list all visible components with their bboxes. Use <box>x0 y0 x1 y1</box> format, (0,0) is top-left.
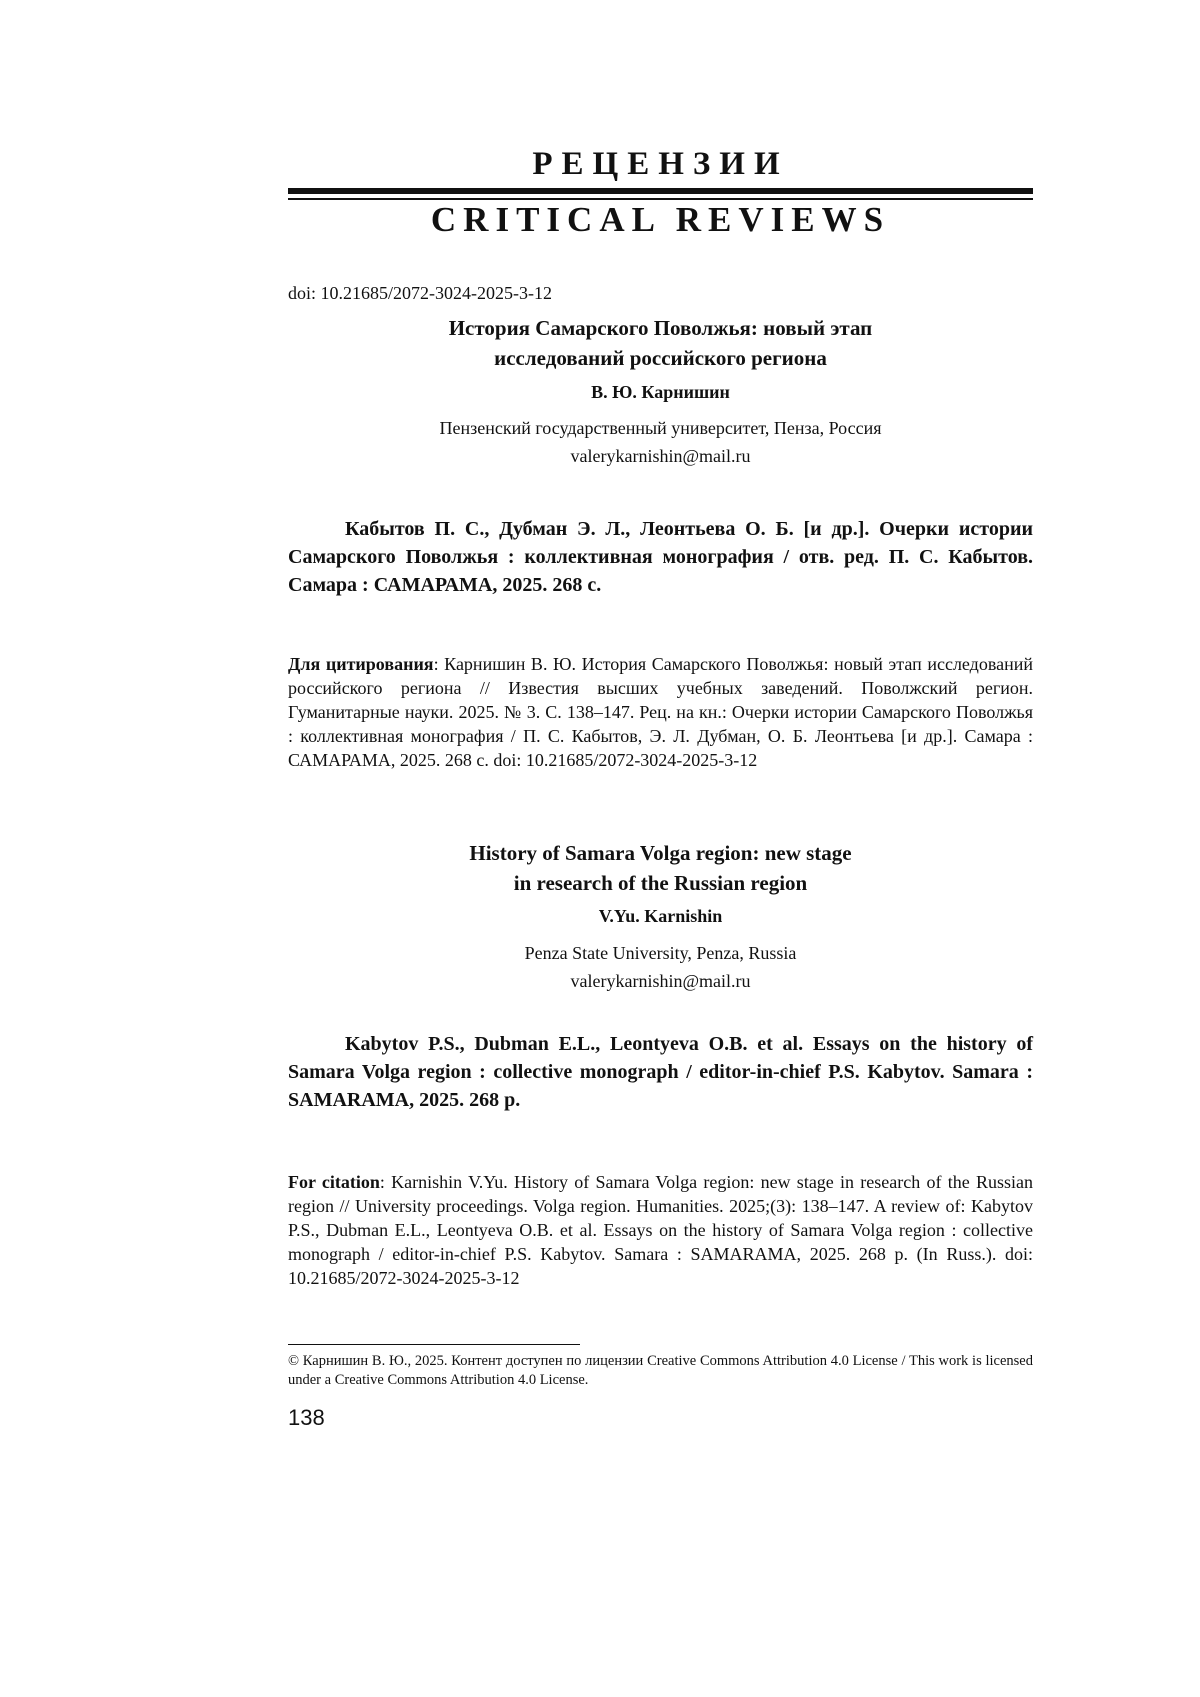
ru-title <box>288 313 1033 373</box>
ru-reviewed-book: Кабытов П. С., Дубман Э. Л., Леонтьева О. Б. [и др.]. Очерки истории Самарского Поволжья : коллективная монография / отв. ред. П. С. Кабытов. Самара : САМАРАМА, 2025. 268 с. <box>288 518 1033 596</box>
en-title-line-2: in research of the Russian region <box>513 871 808 895</box>
en-citation-label: For citation <box>288 1172 380 1192</box>
en-citation-text: : Karnishin V.Yu. History of Samara Volga region: new stage in research of the Russian region // University proceedings. Volga region. Humanities. 2025;(3): 138–147. A review of: Kabytov P.S., Dubman E.L., Leontyeva O.B. et al. Essays on the history of Samara Volga region : collective monograph / editor-in-chief P.S. Kabytov. Samara : SAMARAMA, 2025. 268 p. (In Russ.). doi: 10.21685/2072-3024-2025-3-12 <box>288 1172 1033 1288</box>
ru-citation-text: : Карнишин В. Ю. История Самарского Поволжья: новый этап исследований российского региона // Известия высших учебных заведений. Поволжский регион. Гуманитарные науки. 2025. № 3. С. 138–147. Рец. на кн.: Очерки истории Самарского Поволжья : коллективная монография / П. С. Кабытов, Э. Л. Дубман, О. Б. Леонтьева [и др.]. Самара : САМАРАМА, 2025. 268 с. doi: 10.21685/2072-3024-2025-3-12 <box>288 654 1033 770</box>
ru-author: В. Ю. Карнишин <box>591 382 730 402</box>
en-title <box>288 838 1033 898</box>
ru-title-line-1: История Самарского Поволжья: новый этап <box>448 316 873 340</box>
en-affiliation: Penza State University, Penza, Russia <box>524 943 797 963</box>
ru-citation <box>288 652 1033 772</box>
ru-affiliation: Пензенский государственный университет, Пенза, Россия <box>439 418 882 438</box>
doi-line[interactable]: doi: 10.21685/2072-3024-2025-3-12 <box>288 283 552 303</box>
heading-rule-thick <box>288 188 1033 194</box>
ru-title-line-2: исследований российского региона <box>494 346 827 370</box>
section-heading-en: CRITICAL REVIEWS <box>430 200 891 239</box>
en-email[interactable]: valerykarnishin@mail.ru <box>570 971 751 991</box>
en-citation <box>288 1170 1033 1290</box>
section-heading-ru: РЕЦЕНЗИИ <box>532 146 789 182</box>
en-author: V.Yu. Karnishin <box>598 906 723 926</box>
en-title-line-1: History of Samara Volga region: new stage <box>469 841 852 865</box>
page-number: 138 <box>288 1405 325 1430</box>
ru-email[interactable]: valerykarnishin@mail.ru <box>570 446 751 466</box>
license-footnote: © Карнишин В. Ю., 2025. Контент доступен по лицензии Creative Commons Attribution 4.0 License / This work is licensed under a Creative Commons Attribution 4.0 License. <box>288 1353 1033 1388</box>
en-reviewed-book: Kabytov P.S., Dubman E.L., Leontyeva O.B. et al. Essays on the history of Samara Volga region : collective monograph / editor-in-chief P.S. Kabytov. Samara : SAMARAMA, 2025. 268 p. <box>288 1033 1033 1111</box>
ru-citation-label: Для цитирования <box>288 654 434 674</box>
footnote-rule <box>288 1344 580 1345</box>
